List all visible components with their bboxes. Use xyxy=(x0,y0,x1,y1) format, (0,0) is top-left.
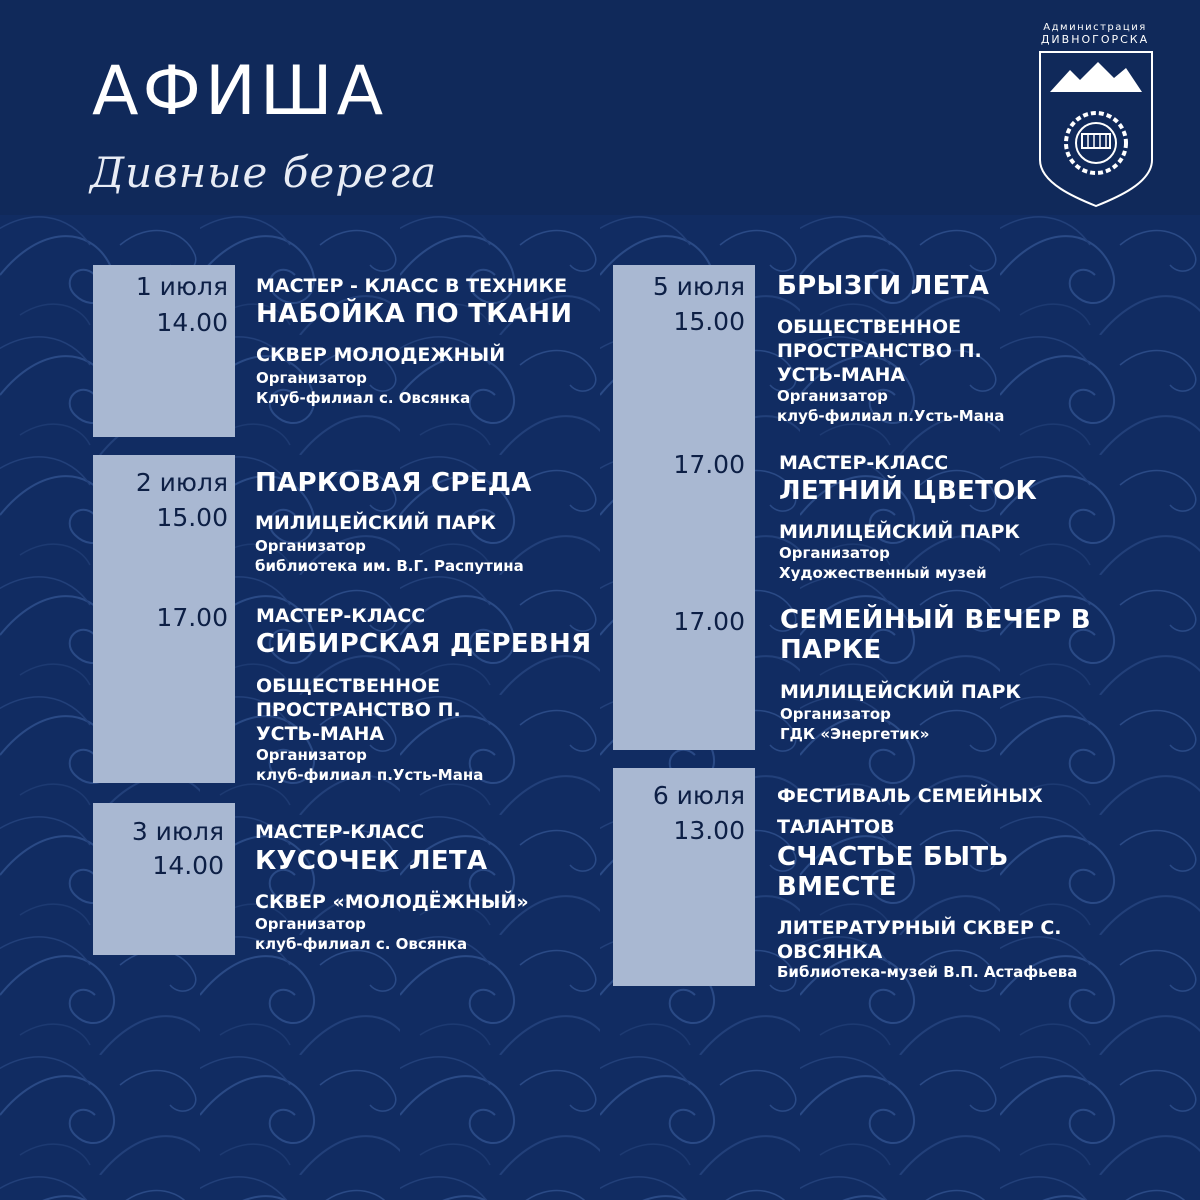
event-organizer-label: Организатор xyxy=(779,544,890,562)
event-date: 6 июля xyxy=(652,781,745,810)
event-time: 15.00 xyxy=(156,503,228,532)
event-organizer: библиотека им. В.Г. Распутина xyxy=(255,557,524,575)
event-date: 1 июля xyxy=(135,272,228,301)
event-title-line: СЕМЕЙНЫЙ ВЕЧЕР В xyxy=(780,605,1091,635)
date-box-5 xyxy=(613,265,755,750)
event-pretitle: МАСТЕР - КЛАСС В ТЕХНИКЕ xyxy=(256,275,568,297)
event-time: 13.00 xyxy=(673,816,745,845)
event-pretitle: МАСТЕР-КЛАСС xyxy=(779,452,949,474)
page-subtitle: Дивные берега xyxy=(90,148,438,197)
event-title-line: ПАРКЕ xyxy=(780,635,882,665)
event-time: 15.00 xyxy=(673,307,745,336)
event-time: 14.00 xyxy=(156,308,228,337)
event-date: 2 июля xyxy=(135,468,228,497)
event-title-line: СЧАСТЬЕ БЫТЬ xyxy=(777,842,1009,872)
event-organizer-label: Организатор xyxy=(255,915,366,933)
event-pretitle-line: ТАЛАНТОВ xyxy=(777,816,895,838)
event-place: СКВЕР МОЛОДЕЖНЫЙ xyxy=(256,344,506,366)
event-title: ЛЕТНИЙ ЦВЕТОК xyxy=(779,476,1038,506)
event-organizer: клуб-филиал п.Усть-Мана xyxy=(777,407,1005,425)
event-pretitle-line: ФЕСТИВАЛЬ СЕМЕЙНЫХ xyxy=(777,785,1043,807)
event-title: НАБОЙКА ПО ТКАНИ xyxy=(256,299,573,329)
event-pretitle: МАСТЕР-КЛАСС xyxy=(256,605,426,627)
event-place-line: УСТЬ-МАНА xyxy=(256,723,385,745)
event-place: МИЛИЦЕЙСКИЙ ПАРК xyxy=(255,512,496,534)
event-title-line: ВМЕСТЕ xyxy=(777,872,897,902)
event-time: 17.00 xyxy=(156,603,228,632)
event-place-line: ОВСЯНКА xyxy=(777,941,883,963)
event-organizer-label: Организатор xyxy=(777,387,888,405)
event-pretitle: МАСТЕР-КЛАСС xyxy=(255,821,425,843)
event-organizer: клуб-филиал п.Усть-Мана xyxy=(256,766,484,784)
event-place-line: УСТЬ-МАНА xyxy=(777,364,906,386)
event-organizer: клуб-филиал с. Овсянка xyxy=(255,935,468,953)
event-organizer: Клуб-филиал с. Овсянка xyxy=(256,389,471,407)
event-organizer-label: Организатор xyxy=(255,537,366,555)
event-date: 3 июля xyxy=(131,817,224,846)
event-time: 14.00 xyxy=(152,851,224,880)
event-date: 5 июля xyxy=(652,272,745,301)
event-place-line: ПРОСТРАНСТВО П. xyxy=(256,699,461,721)
event-place-line: ЛИТЕРАТУРНЫЙ СКВЕР С. xyxy=(777,917,1062,939)
event-title: КУСОЧЕК ЛЕТА xyxy=(255,846,488,876)
event-place: МИЛИЦЕЙСКИЙ ПАРК xyxy=(779,521,1020,543)
event-place-line: ОБЩЕСТВЕННОЕ xyxy=(777,316,962,338)
event-place-line: ОБЩЕСТВЕННОЕ xyxy=(256,675,441,697)
event-place: МИЛИЦЕЙСКИЙ ПАРК xyxy=(780,681,1021,703)
admin-line-1: Администрация xyxy=(1043,22,1147,33)
event-title: БРЫЗГИ ЛЕТА xyxy=(777,271,990,301)
event-place-line: ПРОСТРАНСТВО П. xyxy=(777,340,982,362)
administration-label xyxy=(1025,22,1165,46)
event-organizer-label: Организатор xyxy=(780,705,891,723)
event-time: 17.00 xyxy=(673,607,745,636)
event-title: ПАРКОВАЯ СРЕДА xyxy=(255,468,532,498)
event-organizer: ГДК «Энергетик» xyxy=(780,725,930,743)
event-place: СКВЕР «МОЛОДЁЖНЫЙ» xyxy=(255,891,529,913)
event-organizer-label: Организатор xyxy=(256,746,367,764)
event-title: СИБИРСКАЯ ДЕРЕВНЯ xyxy=(256,629,592,659)
event-organizer-label: Организатор xyxy=(256,369,367,387)
divnogorsk-coat-of-arms-icon xyxy=(1036,48,1156,208)
admin-line-2: ДИВНОГОРСКА xyxy=(1040,33,1150,46)
event-organizer: Библиотека-музей В.П. Астафьева xyxy=(777,963,1078,981)
event-organizer: Художественный музей xyxy=(779,564,987,582)
event-time: 17.00 xyxy=(673,450,745,479)
page-title: АФИША xyxy=(92,52,388,131)
